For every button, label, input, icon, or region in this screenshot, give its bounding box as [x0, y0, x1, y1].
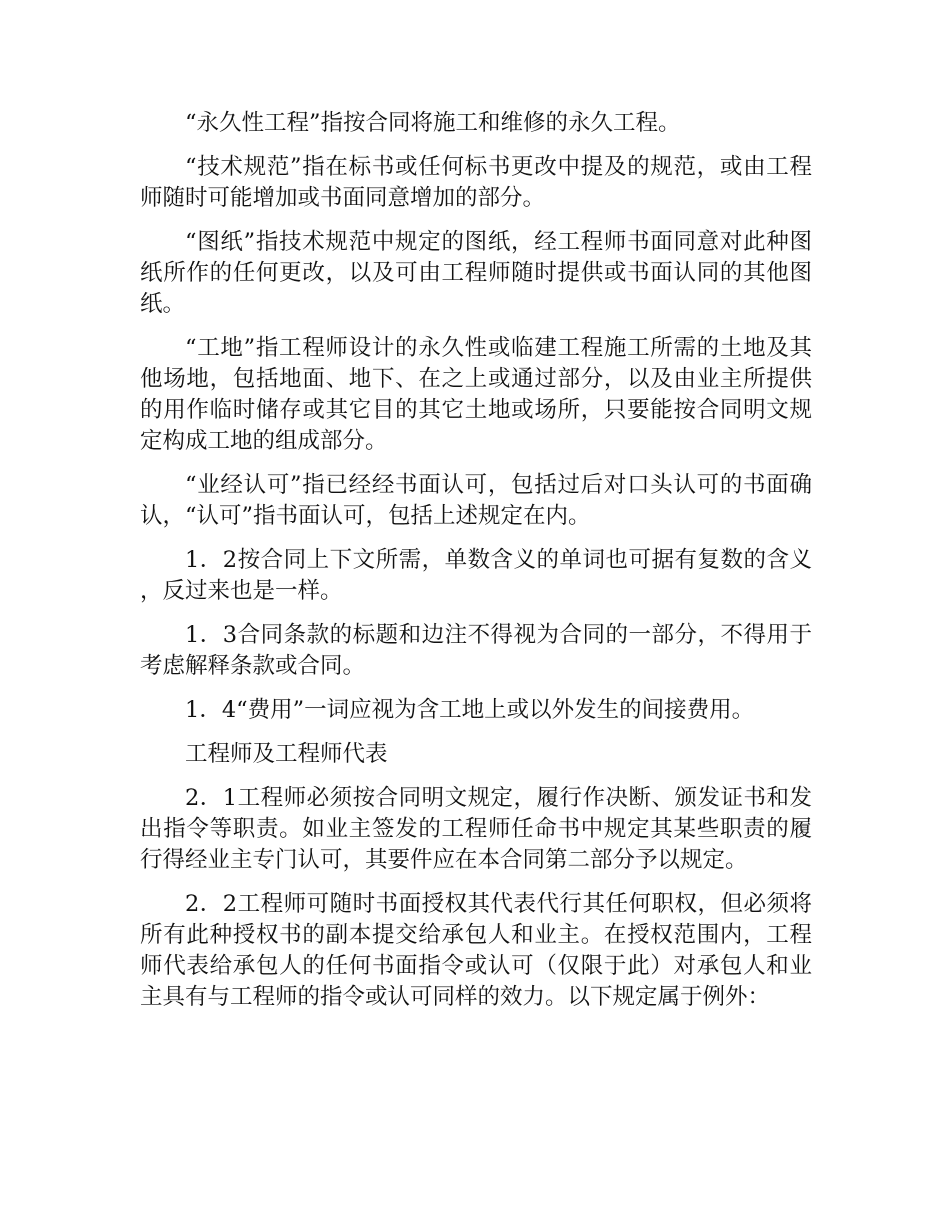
- definition-permanent-works: “永久性工程”指按合同将施工和维修的永久工程。: [185, 110, 681, 136]
- document-page: [140, 108, 812, 1026]
- section-heading-engineer: 工程师及工程师代表: [185, 741, 388, 767]
- definition-specification: “技术规范”指在标书或任何标书更改中提及的规范，或由工程师随时可能增加或书面同意增加的部分。: [140, 154, 812, 211]
- clause-1-2: 1．2按合同上下文所需，单数含义的单词也可据有复数的含义，反过来也是一样。: [140, 547, 812, 604]
- clause-1-4: 1．4“费用”一词应视为含工地上或以外发生的间接费用。: [185, 697, 755, 723]
- definition-approved: “业经认可”指已经经书面认可，包括过后对口头认可的书面确认，“认可”指书面认可，包括上述规定在内。: [140, 472, 812, 529]
- definition-drawings: “图纸”指技术规范中规定的图纸，经工程师书面同意对此种图纸所作的任何更改，以及可由工程师随时提供或书面认同的其他图纸。: [140, 229, 812, 317]
- clause-2-2: 2．2工程师可随时书面授权其代表代行其任何职权，但必须将所有此种授权书的副本提交给承包人和业主。在授权范围内，工程师代表给承包人的任何书面指令或认可（仅限于此）对承包人和业主具有与工程师的指令或认可同样的效力。以下规定属于例外：: [140, 891, 812, 1010]
- definition-site: “工地”指工程师设计的永久性或临建工程施工所需的土地及其他场地，包括地面、地下、在之上或通过部分，以及由业主所提供的用作临时储存或其它目的其它土地或场所，只要能按合同明文规定构成工地的组成部分。: [140, 335, 812, 454]
- clause-1-3: 1．3合同条款的标题和边注不得视为合同的一部分，不得用于考虑解释条款或合同。: [140, 622, 812, 679]
- clause-2-1: 2．1工程师必须按合同明文规定，履行作决断、颁发证书和发出指令等职责。如业主签发的工程师任命书中规定其某些职责的履行得经业主专门认可，其要件应在本合同第二部分予以规定。: [140, 785, 812, 873]
